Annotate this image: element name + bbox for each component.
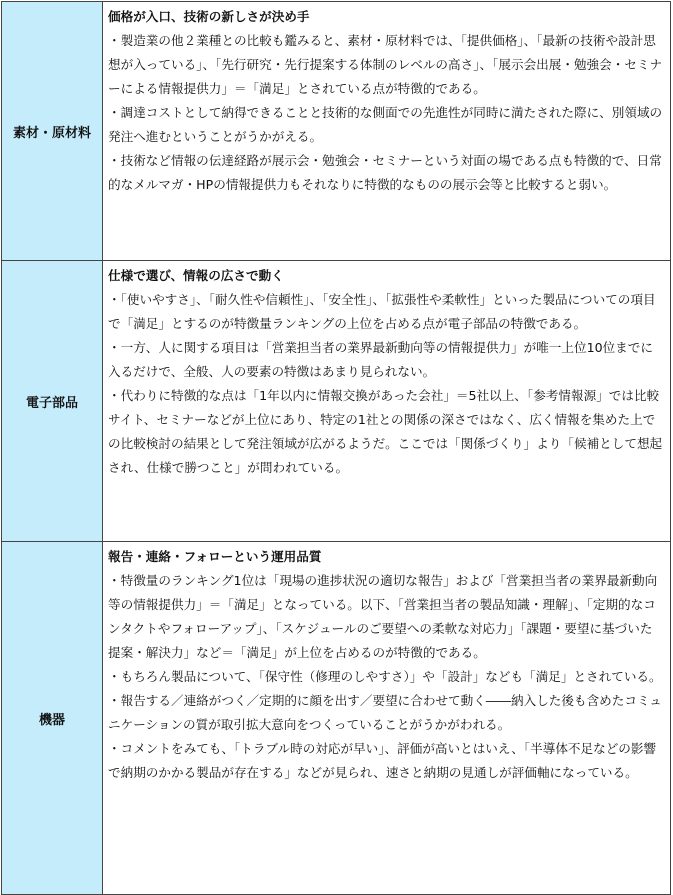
industry-comparison-table: [1, 1, 671, 895]
bullet-text: ・技術など情報の伝達経路が展示会・勉強会・セミナーという対面の場である点も特徴的で、日常的なメルマガ・HPの情報提供力もそれなりに特徴的なものの展示会等と比較すると弱い。: [108, 153, 662, 192]
bullet-text: ・製造業の他２業種との比較も鑑みると、素材・原材料では、「提供価格」、「最新の技術や設計思想が入っている」、「先行研究・先行提案する体制のレベルの高さ」、「展示会出展・勉強会・セミナーによる情報提供力」＝「満足」とされている点が特徴的である。: [108, 33, 663, 96]
category-cell-materials: 素材・原材料: [2, 2, 103, 261]
bullet-text: ・もちろん製品について、「保守性（修理のしやすさ）」や「設計」なども「満足」とされている。: [108, 669, 662, 684]
row-heading: 価格が入口、技術の新しさが決め手: [108, 9, 310, 24]
category-cell-electronic-parts: 電子部品: [2, 261, 103, 542]
bullet-text: ・調達コストとして納得できることと技術的な側面での先進性が同時に満たされた際に、別領域の発注へ進むということがうかがえる。: [108, 105, 663, 144]
bullet-text: ・代わりに特徴的な点は「1年以内に情報交換があった会社」＝5社以上、「参考情報源」では比較サイト、セミナーなどが上位にあり、特定の1社との関係の深さではなく、広く情報を集めた上での比較検討の結果として発注領域が広がるようだ。ここでは「関係づくり」より「候補として想起され、仕様で勝つこと」が問われている。: [108, 388, 663, 475]
bullet-text: ・「使いやすさ」、「耐久性や信頼性」、「安全性」、「拡張性や柔軟性」といった製品についての項目で「満足」とするのが特徴量ランキングの上位を占める点が電子部品の特徴である。: [108, 292, 656, 331]
bullet-text: ・報告する／連絡がつく／定期的に顔を出す／要望に合わせて動く――納入した後も含めたコミュニケーションの質が取引拡大意向をつくっていることがうかがわれる。: [108, 693, 662, 732]
category-cell-equipment: 機器: [2, 542, 103, 895]
bullet-text: ・コメントをみても、「トラブル時の対応が早い」、評価が高いとはいえ、「半導体不足などの影響で納期のかかる製品が存在する」などが見られ、速さと納期の見通しが評価軸になっている。: [108, 741, 657, 780]
table-row: [2, 542, 671, 895]
description-cell: [103, 261, 671, 542]
bullet-text: ・一方、人に関する項目は「営業担当者の業界最新動向等の情報提供力」が唯一上位10位までに入るだけで、全般、人の要素の特徴はあまり見られない。: [108, 340, 653, 379]
table-row: [2, 2, 671, 261]
row-heading: 報告・連絡・フォローという運用品質: [108, 549, 322, 564]
description-cell: [103, 542, 671, 895]
row-heading: 仕様で選び、情報の広さで動く: [108, 268, 284, 283]
description-cell: [103, 2, 671, 261]
bullet-text: ・特徴量のランキング1位は「現場の進捗状況の適切な報告」および「営業担当者の業界最新動向等の情報提供力」＝「満足」となっている。以下、「営業担当者の製品知識・理解」、「定期的なコンタクトやフォローアップ」、「スケジュールのご要望への柔軟な対応力」「課題・要望に基づいた提案・解決力」など＝「満足」が上位を占めるのが特徴的である。: [108, 573, 658, 660]
table-row: [2, 261, 671, 542]
